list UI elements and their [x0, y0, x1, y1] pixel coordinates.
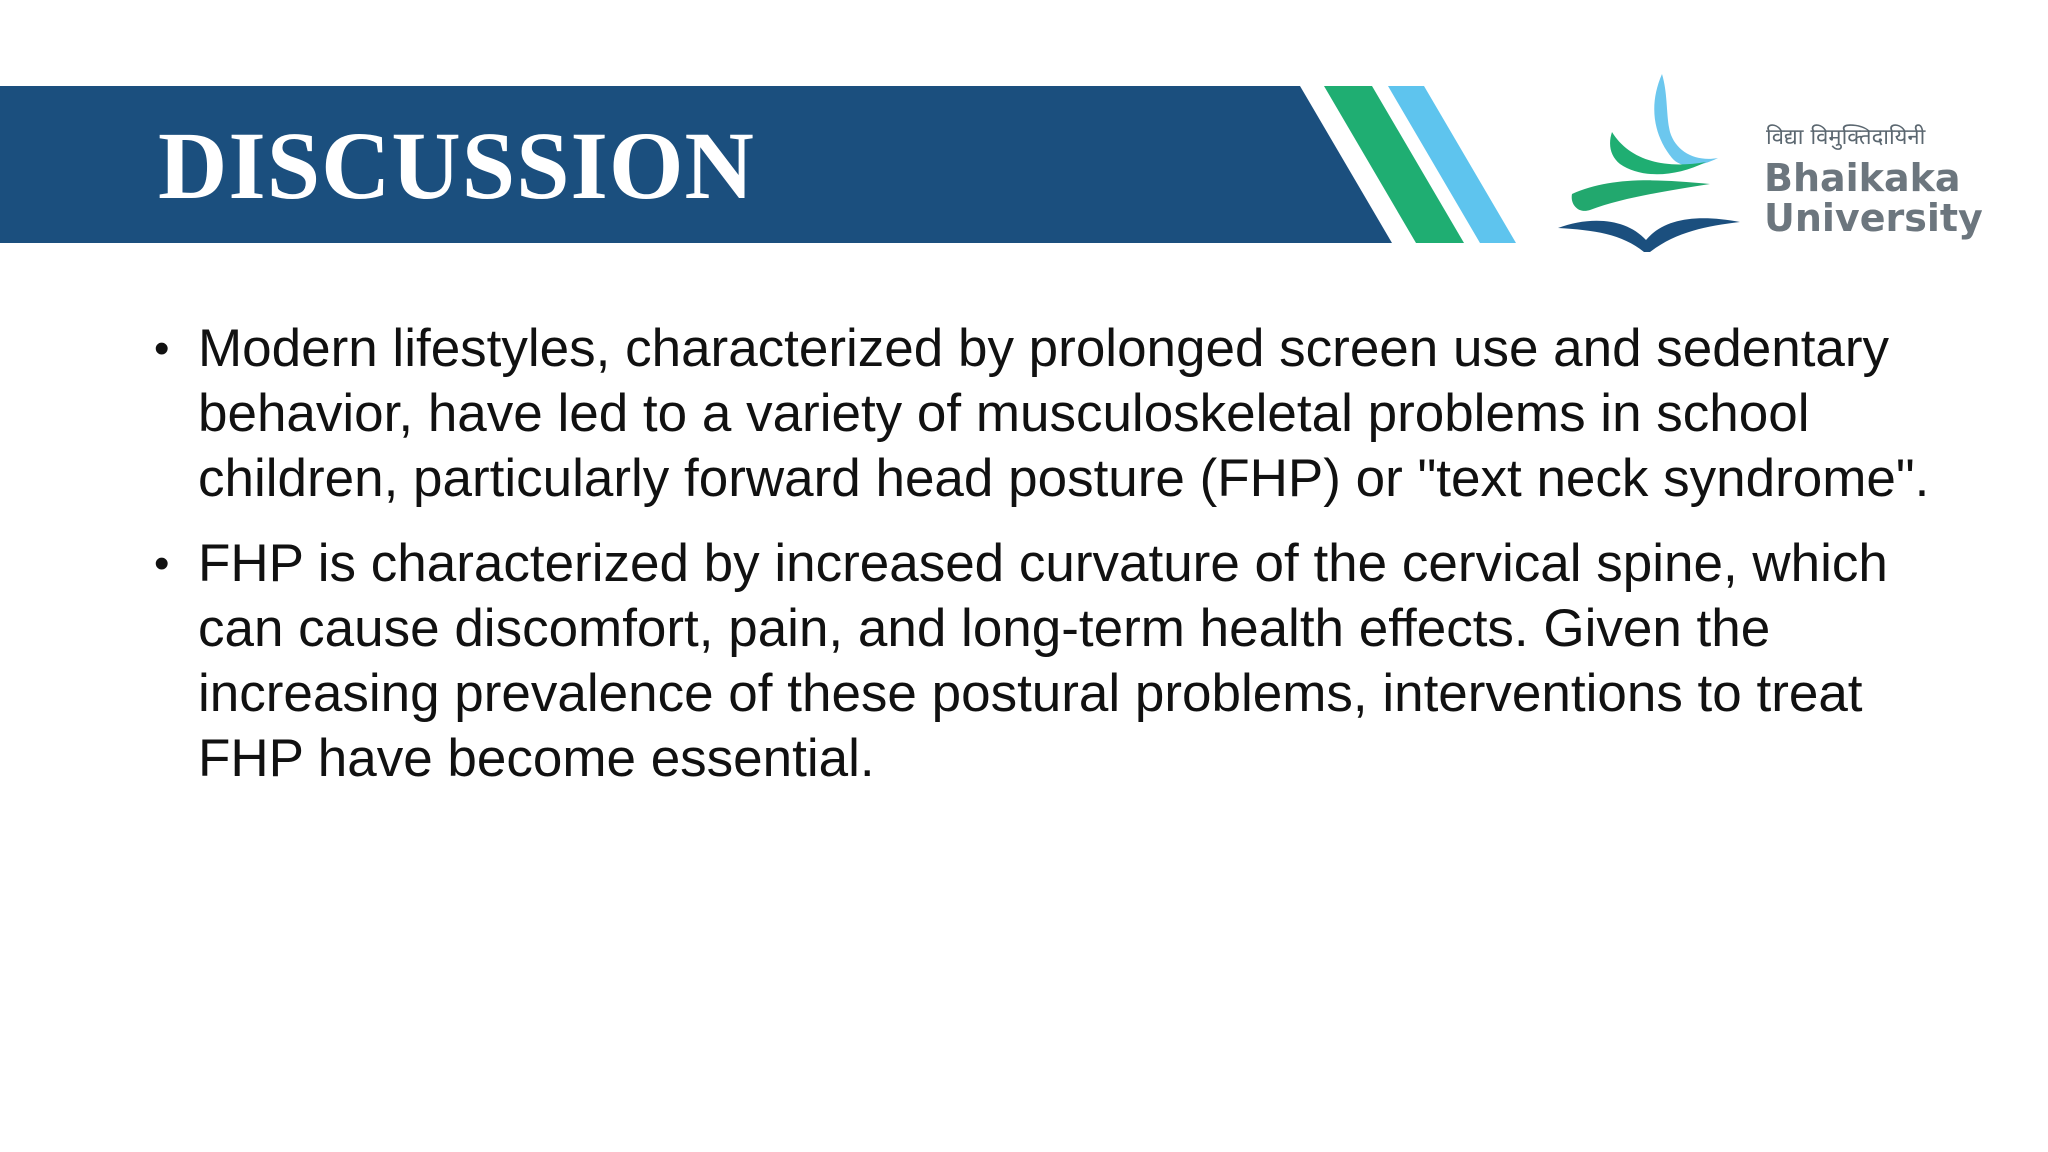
logo-flame-light-blue: [1654, 74, 1718, 166]
logo-name-line1: Bhaikaka: [1764, 156, 1961, 200]
bullet-item: [150, 531, 1930, 791]
university-logo: [1550, 66, 1983, 266]
logo-wave-green: [1572, 180, 1710, 211]
logo-tagline: विद्या विमुक्तिदायिनी: [1766, 125, 1926, 150]
logo-leaf-green: [1610, 132, 1706, 174]
slide-title: DISCUSSION: [158, 112, 755, 219]
bullet-text: FHP is characterized by increased curvature of the cervical spine, which can cause discomfort, pain, and long-term health effects. Given the increasing prevalence of these postural problems, interventions to treat FHP have become essential.: [198, 534, 1888, 788]
bullet-list: [150, 316, 1930, 811]
bullet-dot: •: [154, 539, 170, 588]
bullet-dot: •: [154, 324, 170, 373]
open-book-flame-icon: [1550, 66, 1750, 266]
logo-book-dark-blue: [1558, 218, 1740, 252]
logo-name-line2: University: [1764, 196, 1983, 240]
bullet-item: [150, 316, 1930, 511]
logo-name: [1764, 158, 1983, 238]
bullet-text: Modern lifestyles, characterized by prolonged screen use and sedentary behavior, have led to a variety of musculoskeletal problems in school children, particularly forward head posture (FHP) or "text neck syndrome".: [198, 319, 1930, 508]
